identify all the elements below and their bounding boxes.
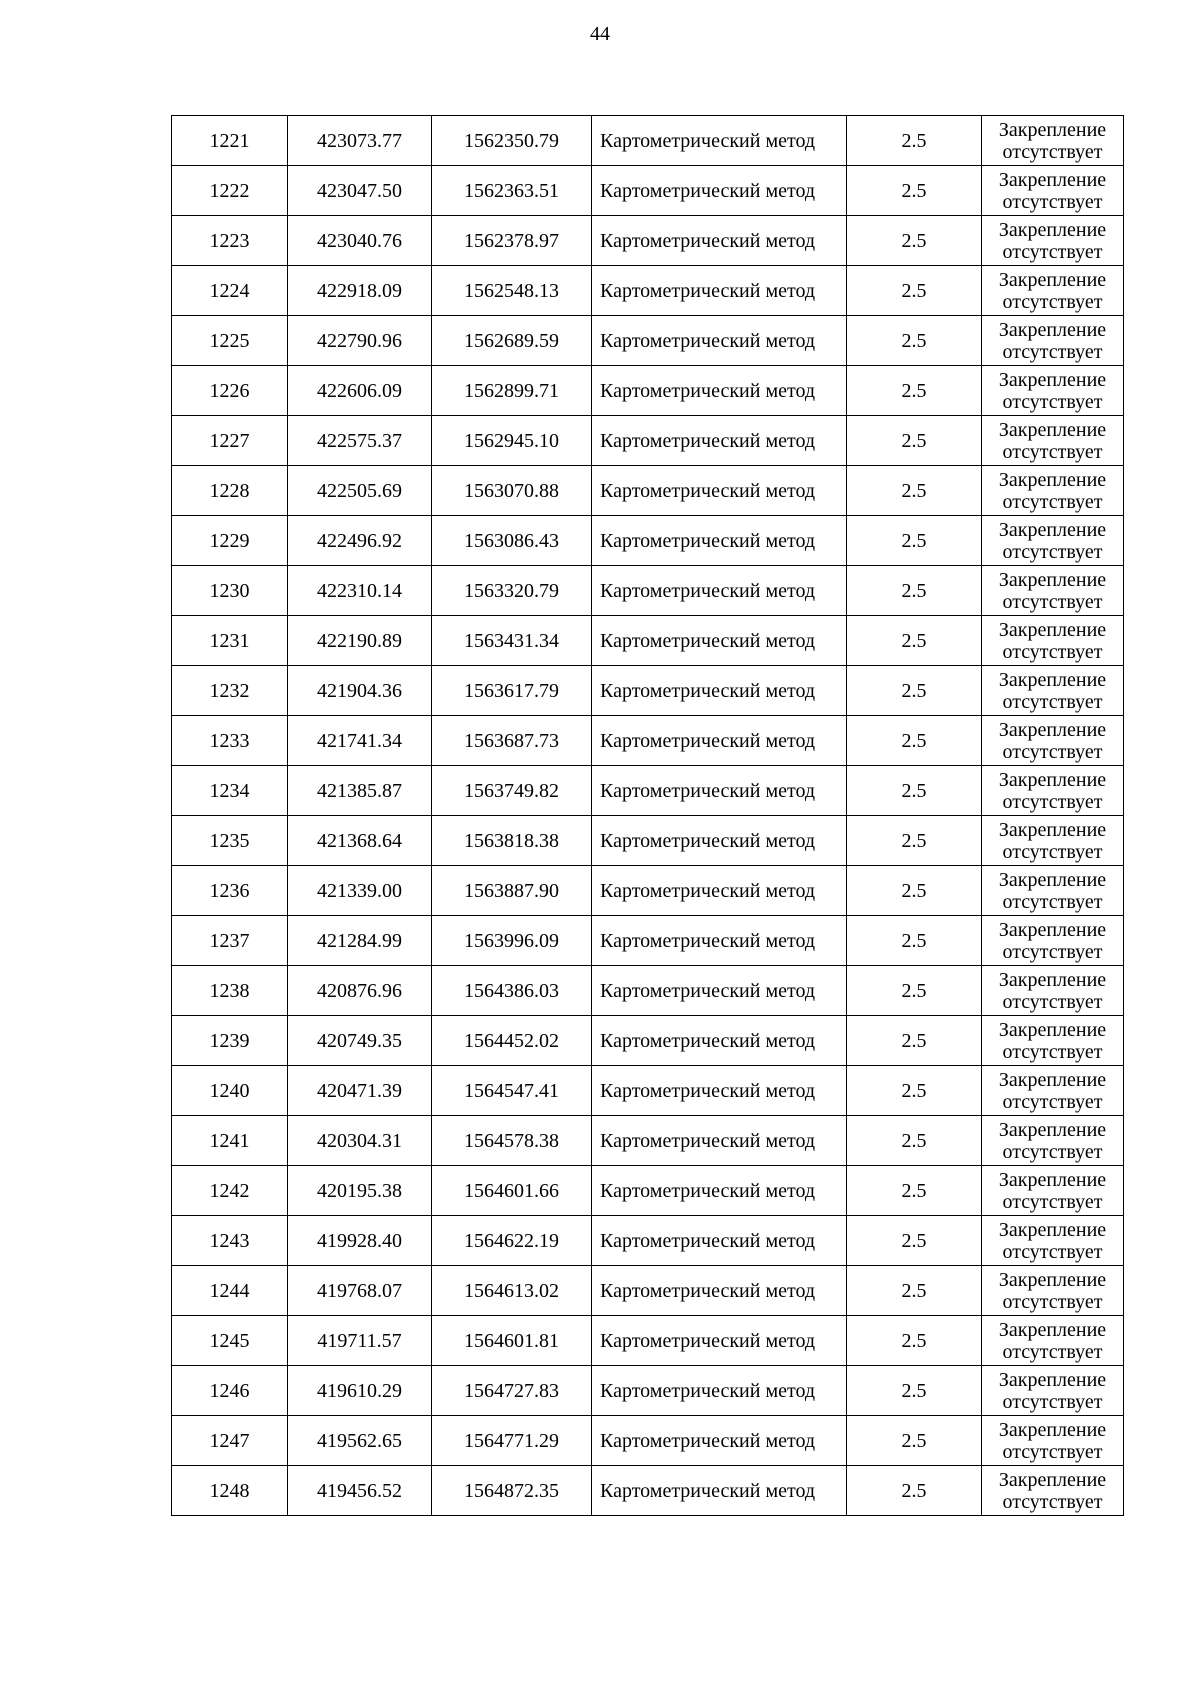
table-row (172, 466, 1124, 516)
fixation-note-line2: отсутствует (1002, 940, 1103, 963)
fixation-note-cell (982, 516, 1124, 566)
x-coordinate-cell: 422190.89 (288, 616, 432, 666)
fixation-note-line1: Закрепление (998, 368, 1107, 391)
method-cell: Картометрический метод (592, 1216, 847, 1266)
method-cell: Картометрический метод (592, 1016, 847, 1066)
point-number-cell: 1232 (172, 666, 288, 716)
fixation-note-line2: отсутствует (1002, 1490, 1103, 1513)
fixation-note-line2: отсутствует (1002, 890, 1103, 913)
fixation-note-cell (982, 766, 1124, 816)
method-cell: Картометрический метод (592, 216, 847, 266)
table-row (172, 566, 1124, 616)
x-coordinate-cell: 420876.96 (288, 966, 432, 1016)
method-cell: Картометрический метод (592, 766, 847, 816)
y-coordinate-cell: 1562378.97 (432, 216, 592, 266)
accuracy-cell: 2.5 (847, 1366, 982, 1416)
point-number-cell: 1229 (172, 516, 288, 566)
y-coordinate-cell: 1563818.38 (432, 816, 592, 866)
y-coordinate-cell: 1562899.71 (432, 366, 592, 416)
fixation-note-line2: отсутствует (1002, 1390, 1103, 1413)
y-coordinate-cell: 1563320.79 (432, 566, 592, 616)
x-coordinate-cell: 422918.09 (288, 266, 432, 316)
fixation-note-cell (982, 866, 1124, 916)
y-coordinate-cell: 1563749.82 (432, 766, 592, 816)
fixation-note-line1: Закрепление (998, 768, 1107, 791)
accuracy-cell: 2.5 (847, 1066, 982, 1116)
point-number-cell: 1234 (172, 766, 288, 816)
accuracy-cell: 2.5 (847, 816, 982, 866)
coordinates-table-body (172, 116, 1124, 1516)
x-coordinate-cell: 422790.96 (288, 316, 432, 366)
fixation-note-line2: отсутствует (1002, 590, 1103, 613)
fixation-note-cell (982, 966, 1124, 1016)
y-coordinate-cell: 1563086.43 (432, 516, 592, 566)
accuracy-cell: 2.5 (847, 666, 982, 716)
fixation-note-cell (982, 466, 1124, 516)
x-coordinate-cell: 421741.34 (288, 716, 432, 766)
fixation-note-cell (982, 166, 1124, 216)
y-coordinate-cell: 1564613.02 (432, 1266, 592, 1316)
fixation-note-line1: Закрепление (998, 1018, 1107, 1041)
fixation-note-line1: Закрепление (998, 918, 1107, 941)
method-cell: Картометрический метод (592, 1116, 847, 1166)
method-cell: Картометрический метод (592, 966, 847, 1016)
fixation-note-cell (982, 316, 1124, 366)
y-coordinate-cell: 1564452.02 (432, 1016, 592, 1066)
x-coordinate-cell: 422606.09 (288, 366, 432, 416)
accuracy-cell: 2.5 (847, 1166, 982, 1216)
accuracy-cell: 2.5 (847, 616, 982, 666)
method-cell: Картометрический метод (592, 1066, 847, 1116)
x-coordinate-cell: 422496.92 (288, 516, 432, 566)
fixation-note-line2: отсутствует (1002, 840, 1103, 863)
method-cell: Картометрический метод (592, 1466, 847, 1516)
y-coordinate-cell: 1564578.38 (432, 1116, 592, 1166)
y-coordinate-cell: 1562350.79 (432, 116, 592, 166)
accuracy-cell: 2.5 (847, 266, 982, 316)
method-cell: Картометрический метод (592, 1316, 847, 1366)
fixation-note-line2: отсутствует (1002, 1340, 1103, 1363)
x-coordinate-cell: 419456.52 (288, 1466, 432, 1516)
accuracy-cell: 2.5 (847, 466, 982, 516)
table-row (172, 666, 1124, 716)
x-coordinate-cell: 423073.77 (288, 116, 432, 166)
point-number-cell: 1235 (172, 816, 288, 866)
accuracy-cell: 2.5 (847, 316, 982, 366)
point-number-cell: 1243 (172, 1216, 288, 1266)
y-coordinate-cell: 1563070.88 (432, 466, 592, 516)
y-coordinate-cell: 1562548.13 (432, 266, 592, 316)
accuracy-cell: 2.5 (847, 516, 982, 566)
table-row (172, 916, 1124, 966)
table-row (172, 216, 1124, 266)
point-number-cell: 1236 (172, 866, 288, 916)
fixation-note-line2: отсутствует (1002, 140, 1103, 163)
method-cell: Картометрический метод (592, 1166, 847, 1216)
fixation-note-cell (982, 1066, 1124, 1116)
accuracy-cell: 2.5 (847, 1016, 982, 1066)
accuracy-cell: 2.5 (847, 716, 982, 766)
fixation-note-line2: отсутствует (1002, 340, 1103, 363)
point-number-cell: 1248 (172, 1466, 288, 1516)
y-coordinate-cell: 1564727.83 (432, 1366, 592, 1416)
fixation-note-line1: Закрепление (998, 1368, 1107, 1391)
fixation-note-cell (982, 116, 1124, 166)
fixation-note-line2: отсутствует (1002, 1040, 1103, 1063)
method-cell: Картометрический метод (592, 466, 847, 516)
point-number-cell: 1228 (172, 466, 288, 516)
fixation-note-line2: отсутствует (1002, 240, 1103, 263)
fixation-note-line1: Закрепление (998, 968, 1107, 991)
fixation-note-line1: Закрепление (998, 1418, 1107, 1441)
x-coordinate-cell: 420304.31 (288, 1116, 432, 1166)
method-cell: Картометрический метод (592, 816, 847, 866)
accuracy-cell: 2.5 (847, 916, 982, 966)
point-number-cell: 1238 (172, 966, 288, 1016)
point-number-cell: 1242 (172, 1166, 288, 1216)
y-coordinate-cell: 1563431.34 (432, 616, 592, 666)
point-number-cell: 1223 (172, 216, 288, 266)
table-row (172, 716, 1124, 766)
table-row (172, 366, 1124, 416)
fixation-note-line1: Закрепление (998, 518, 1107, 541)
y-coordinate-cell: 1564601.66 (432, 1166, 592, 1216)
x-coordinate-cell: 420471.39 (288, 1066, 432, 1116)
method-cell: Картометрический метод (592, 1416, 847, 1466)
method-cell: Картометрический метод (592, 316, 847, 366)
fixation-note-line1: Закрепление (998, 1168, 1107, 1191)
fixation-note-line2: отсутствует (1002, 1290, 1103, 1313)
y-coordinate-cell: 1564872.35 (432, 1466, 592, 1516)
table-row (172, 766, 1124, 816)
x-coordinate-cell: 421339.00 (288, 866, 432, 916)
page-number: 44 (590, 23, 610, 45)
table-row (172, 1066, 1124, 1116)
fixation-note-line1: Закрепление (998, 168, 1107, 191)
point-number-cell: 1226 (172, 366, 288, 416)
fixation-note-line1: Закрепление (998, 668, 1107, 691)
fixation-note-line2: отсутствует (1002, 1090, 1103, 1113)
table-row (172, 516, 1124, 566)
x-coordinate-cell: 419928.40 (288, 1216, 432, 1266)
fixation-note-line1: Закрепление (998, 868, 1107, 891)
point-number-cell: 1247 (172, 1416, 288, 1466)
accuracy-cell: 2.5 (847, 1116, 982, 1166)
method-cell: Картометрический метод (592, 516, 847, 566)
x-coordinate-cell: 421904.36 (288, 666, 432, 716)
fixation-note-line2: отсутствует (1002, 740, 1103, 763)
fixation-note-cell (982, 1466, 1124, 1516)
fixation-note-line2: отсутствует (1002, 540, 1103, 563)
accuracy-cell: 2.5 (847, 866, 982, 916)
accuracy-cell: 2.5 (847, 966, 982, 1016)
fixation-note-line1: Закрепление (998, 318, 1107, 341)
fixation-note-cell (982, 1266, 1124, 1316)
accuracy-cell: 2.5 (847, 1216, 982, 1266)
table-row (172, 1166, 1124, 1216)
y-coordinate-cell: 1562945.10 (432, 416, 592, 466)
point-number-cell: 1246 (172, 1366, 288, 1416)
x-coordinate-cell: 423047.50 (288, 166, 432, 216)
fixation-note-line1: Закрепление (998, 1318, 1107, 1341)
fixation-note-line2: отсутствует (1002, 640, 1103, 663)
point-number-cell: 1225 (172, 316, 288, 366)
method-cell: Картометрический метод (592, 116, 847, 166)
point-number-cell: 1227 (172, 416, 288, 466)
point-number-cell: 1230 (172, 566, 288, 616)
table-row (172, 266, 1124, 316)
y-coordinate-cell: 1563687.73 (432, 716, 592, 766)
fixation-note-line1: Закрепление (998, 1118, 1107, 1141)
fixation-note-line1: Закрепление (998, 1068, 1107, 1091)
x-coordinate-cell: 419610.29 (288, 1366, 432, 1416)
method-cell: Картометрический метод (592, 266, 847, 316)
fixation-note-line2: отсутствует (1002, 190, 1103, 213)
x-coordinate-cell: 419562.65 (288, 1416, 432, 1466)
y-coordinate-cell: 1562689.59 (432, 316, 592, 366)
fixation-note-line2: отсутствует (1002, 290, 1103, 313)
accuracy-cell: 2.5 (847, 1416, 982, 1466)
table-row (172, 1216, 1124, 1266)
fixation-note-line2: отсутствует (1002, 790, 1103, 813)
point-number-cell: 1239 (172, 1016, 288, 1066)
x-coordinate-cell: 421284.99 (288, 916, 432, 966)
fixation-note-cell (982, 1316, 1124, 1366)
table-row (172, 1416, 1124, 1466)
x-coordinate-cell: 423040.76 (288, 216, 432, 266)
fixation-note-line2: отсутствует (1002, 690, 1103, 713)
fixation-note-line2: отсутствует (1002, 490, 1103, 513)
fixation-note-line1: Закрепление (998, 1468, 1107, 1491)
fixation-note-cell (982, 366, 1124, 416)
table-row (172, 1016, 1124, 1066)
y-coordinate-cell: 1564386.03 (432, 966, 592, 1016)
fixation-note-line2: отсутствует (1002, 1190, 1103, 1213)
table-row (172, 166, 1124, 216)
fixation-note-line1: Закрепление (998, 818, 1107, 841)
accuracy-cell: 2.5 (847, 1266, 982, 1316)
accuracy-cell: 2.5 (847, 566, 982, 616)
fixation-note-line2: отсутствует (1002, 390, 1103, 413)
fixation-note-line1: Закрепление (998, 568, 1107, 591)
fixation-note-cell (982, 1416, 1124, 1466)
x-coordinate-cell: 422575.37 (288, 416, 432, 466)
fixation-note-line1: Закрепление (998, 218, 1107, 241)
fixation-note-cell (982, 266, 1124, 316)
accuracy-cell: 2.5 (847, 366, 982, 416)
method-cell: Картометрический метод (592, 166, 847, 216)
accuracy-cell: 2.5 (847, 766, 982, 816)
table-row (172, 1466, 1124, 1516)
table-row (172, 416, 1124, 466)
fixation-note-cell (982, 216, 1124, 266)
coordinates-table (171, 115, 1124, 1516)
table-row (172, 1366, 1124, 1416)
fixation-note-cell (982, 416, 1124, 466)
fixation-note-line1: Закрепление (998, 718, 1107, 741)
fixation-note-cell (982, 616, 1124, 666)
accuracy-cell: 2.5 (847, 416, 982, 466)
x-coordinate-cell: 422505.69 (288, 466, 432, 516)
accuracy-cell: 2.5 (847, 1466, 982, 1516)
method-cell: Картометрический метод (592, 566, 847, 616)
fixation-note-line1: Закрепление (998, 1218, 1107, 1241)
fixation-note-line1: Закрепление (998, 418, 1107, 441)
x-coordinate-cell: 422310.14 (288, 566, 432, 616)
y-coordinate-cell: 1562363.51 (432, 166, 592, 216)
x-coordinate-cell: 421368.64 (288, 816, 432, 866)
y-coordinate-cell: 1564771.29 (432, 1416, 592, 1466)
accuracy-cell: 2.5 (847, 1316, 982, 1366)
table-row (172, 116, 1124, 166)
method-cell: Картометрический метод (592, 616, 847, 666)
y-coordinate-cell: 1564547.41 (432, 1066, 592, 1116)
fixation-note-line2: отсутствует (1002, 1440, 1103, 1463)
method-cell: Картометрический метод (592, 1266, 847, 1316)
fixation-note-line2: отсутствует (1002, 440, 1103, 463)
x-coordinate-cell: 421385.87 (288, 766, 432, 816)
point-number-cell: 1245 (172, 1316, 288, 1366)
table-row (172, 966, 1124, 1016)
table-row (172, 866, 1124, 916)
fixation-note-cell (982, 816, 1124, 866)
fixation-note-cell (982, 1166, 1124, 1216)
y-coordinate-cell: 1564622.19 (432, 1216, 592, 1266)
point-number-cell: 1231 (172, 616, 288, 666)
point-number-cell: 1240 (172, 1066, 288, 1116)
method-cell: Картометрический метод (592, 1366, 847, 1416)
fixation-note-line1: Закрепление (998, 268, 1107, 291)
fixation-note-line1: Закрепление (998, 468, 1107, 491)
y-coordinate-cell: 1564601.81 (432, 1316, 592, 1366)
table-row (172, 1316, 1124, 1366)
method-cell: Картометрический метод (592, 866, 847, 916)
x-coordinate-cell: 420195.38 (288, 1166, 432, 1216)
point-number-cell: 1241 (172, 1116, 288, 1166)
x-coordinate-cell: 420749.35 (288, 1016, 432, 1066)
fixation-note-cell (982, 916, 1124, 966)
fixation-note-line2: отсутствует (1002, 1140, 1103, 1163)
point-number-cell: 1237 (172, 916, 288, 966)
accuracy-cell: 2.5 (847, 116, 982, 166)
fixation-note-cell (982, 1016, 1124, 1066)
fixation-note-cell (982, 1366, 1124, 1416)
fixation-note-cell (982, 566, 1124, 616)
fixation-note-line1: Закрепление (998, 1268, 1107, 1291)
table-row (172, 1116, 1124, 1166)
table-row (172, 616, 1124, 666)
fixation-note-cell (982, 716, 1124, 766)
method-cell: Картометрический метод (592, 716, 847, 766)
table-row (172, 816, 1124, 866)
method-cell: Картометрический метод (592, 416, 847, 466)
accuracy-cell: 2.5 (847, 216, 982, 266)
point-number-cell: 1233 (172, 716, 288, 766)
point-number-cell: 1224 (172, 266, 288, 316)
table-row (172, 1266, 1124, 1316)
fixation-note-line1: Закрепление (998, 618, 1107, 641)
point-number-cell: 1222 (172, 166, 288, 216)
y-coordinate-cell: 1563617.79 (432, 666, 592, 716)
fixation-note-cell (982, 666, 1124, 716)
table-row (172, 316, 1124, 366)
y-coordinate-cell: 1563996.09 (432, 916, 592, 966)
fixation-note-cell (982, 1216, 1124, 1266)
x-coordinate-cell: 419711.57 (288, 1316, 432, 1366)
method-cell: Картометрический метод (592, 666, 847, 716)
point-number-cell: 1244 (172, 1266, 288, 1316)
fixation-note-line2: отсутствует (1002, 1240, 1103, 1263)
x-coordinate-cell: 419768.07 (288, 1266, 432, 1316)
accuracy-cell: 2.5 (847, 166, 982, 216)
point-number-cell: 1221 (172, 116, 288, 166)
y-coordinate-cell: 1563887.90 (432, 866, 592, 916)
method-cell: Картометрический метод (592, 916, 847, 966)
method-cell: Картометрический метод (592, 366, 847, 416)
fixation-note-line1: Закрепление (998, 118, 1107, 141)
fixation-note-line2: отсутствует (1002, 990, 1103, 1013)
fixation-note-cell (982, 1116, 1124, 1166)
